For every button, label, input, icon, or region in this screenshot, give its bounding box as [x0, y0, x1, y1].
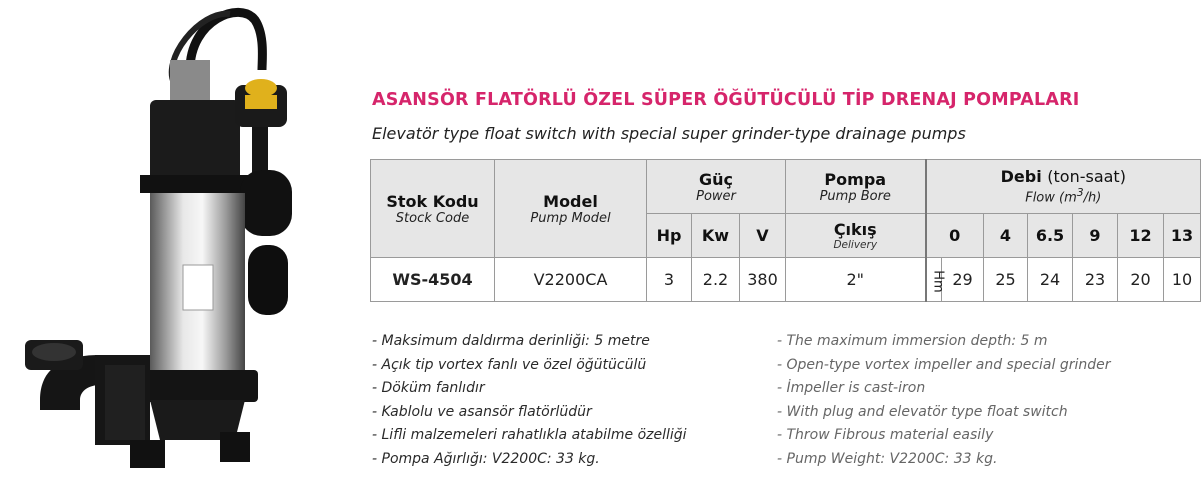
notes-turkish	[372, 330, 687, 472]
hm-cell	[926, 258, 946, 302]
list-item: - Pompa Ağırlığı: V2200C: 33 kg.	[372, 450, 600, 467]
table-row	[371, 258, 1201, 302]
list-item: - With plug and elevatör type float switch	[777, 403, 1068, 420]
list-item: - İmpeller is cast-iron	[777, 380, 926, 397]
flow-col-2: 6.5	[1028, 214, 1073, 258]
flow-col-1: 4	[984, 214, 1028, 258]
list-item: - Open-type vortex impeller and special grinder	[777, 356, 1111, 373]
stock-code-cell: WS-4504	[371, 258, 495, 302]
kw-cell: 2.2	[692, 258, 740, 302]
v-header: V	[740, 214, 786, 258]
hp-cell: 3	[647, 258, 692, 302]
list-item: - Maksimum daldırma derinliği: 5 metre	[372, 333, 650, 349]
outlet-header: Çıkış Delivery	[786, 214, 926, 258]
flow-cell-1: 25	[984, 258, 1028, 302]
flow-header: Debi (ton-saat) Flow $(m^3/h)$	[926, 160, 1201, 214]
flow-col-5: 13	[1164, 214, 1201, 258]
page-subtitle: Elevatör type float switch with special super grinder-type drainage pumps	[372, 124, 966, 143]
list-item: - Kablolu ve asansör flatörlüdür	[372, 403, 592, 420]
kw-header: Kw	[692, 214, 740, 258]
outlet-cell: 2"	[786, 258, 926, 302]
flow-cell-4: 20	[1118, 258, 1164, 302]
notes-english	[777, 330, 1111, 472]
table-header-row	[371, 160, 1201, 214]
flow-col-4: 12	[1118, 214, 1164, 258]
flow-cell-5: 10	[1164, 258, 1201, 302]
spec-table	[370, 159, 1201, 302]
list-item: - Döküm fanlıdır	[372, 380, 485, 397]
stock-code-header: Stok Kodu Stock Code	[371, 160, 495, 258]
hp-header: Hp	[647, 214, 692, 258]
model-header: Model Pump Model	[495, 160, 647, 258]
pump-header: Pompa Pump Bore	[786, 160, 926, 214]
model-cell: V2200CA	[495, 258, 647, 302]
flow-cell-3: 23	[1073, 258, 1118, 302]
flow-col-3: 9	[1073, 214, 1118, 258]
flow-cell-0: 29	[942, 258, 984, 302]
list-item: - Lifli malzemeleri rahatlıkla atabilme özelliği	[372, 427, 687, 444]
page-title: ASANSÖR FLATÖRLÜ ÖZEL SÜPER ÖĞÜTÜCÜLÜ TİP DRENAJ POMPALARI	[372, 90, 1080, 110]
list-item: - Açık tip vortex fanlı ve özel öğütücülü	[372, 356, 647, 373]
power-header: Güç Power	[647, 160, 786, 214]
flow-cell-2: 24	[1028, 258, 1073, 302]
list-item: - The maximum immersion depth: 5 m	[777, 333, 1048, 349]
list-item: - Pump Weight: V2200C: 33 kg.	[777, 450, 998, 467]
list-item: - Throw Fibrous material easily	[777, 427, 994, 444]
pump-photo-icon	[0, 0, 300, 488]
flow-col-0: 0	[926, 214, 984, 258]
hm-label: Hm	[930, 270, 946, 293]
v-cell: 380	[740, 258, 786, 302]
